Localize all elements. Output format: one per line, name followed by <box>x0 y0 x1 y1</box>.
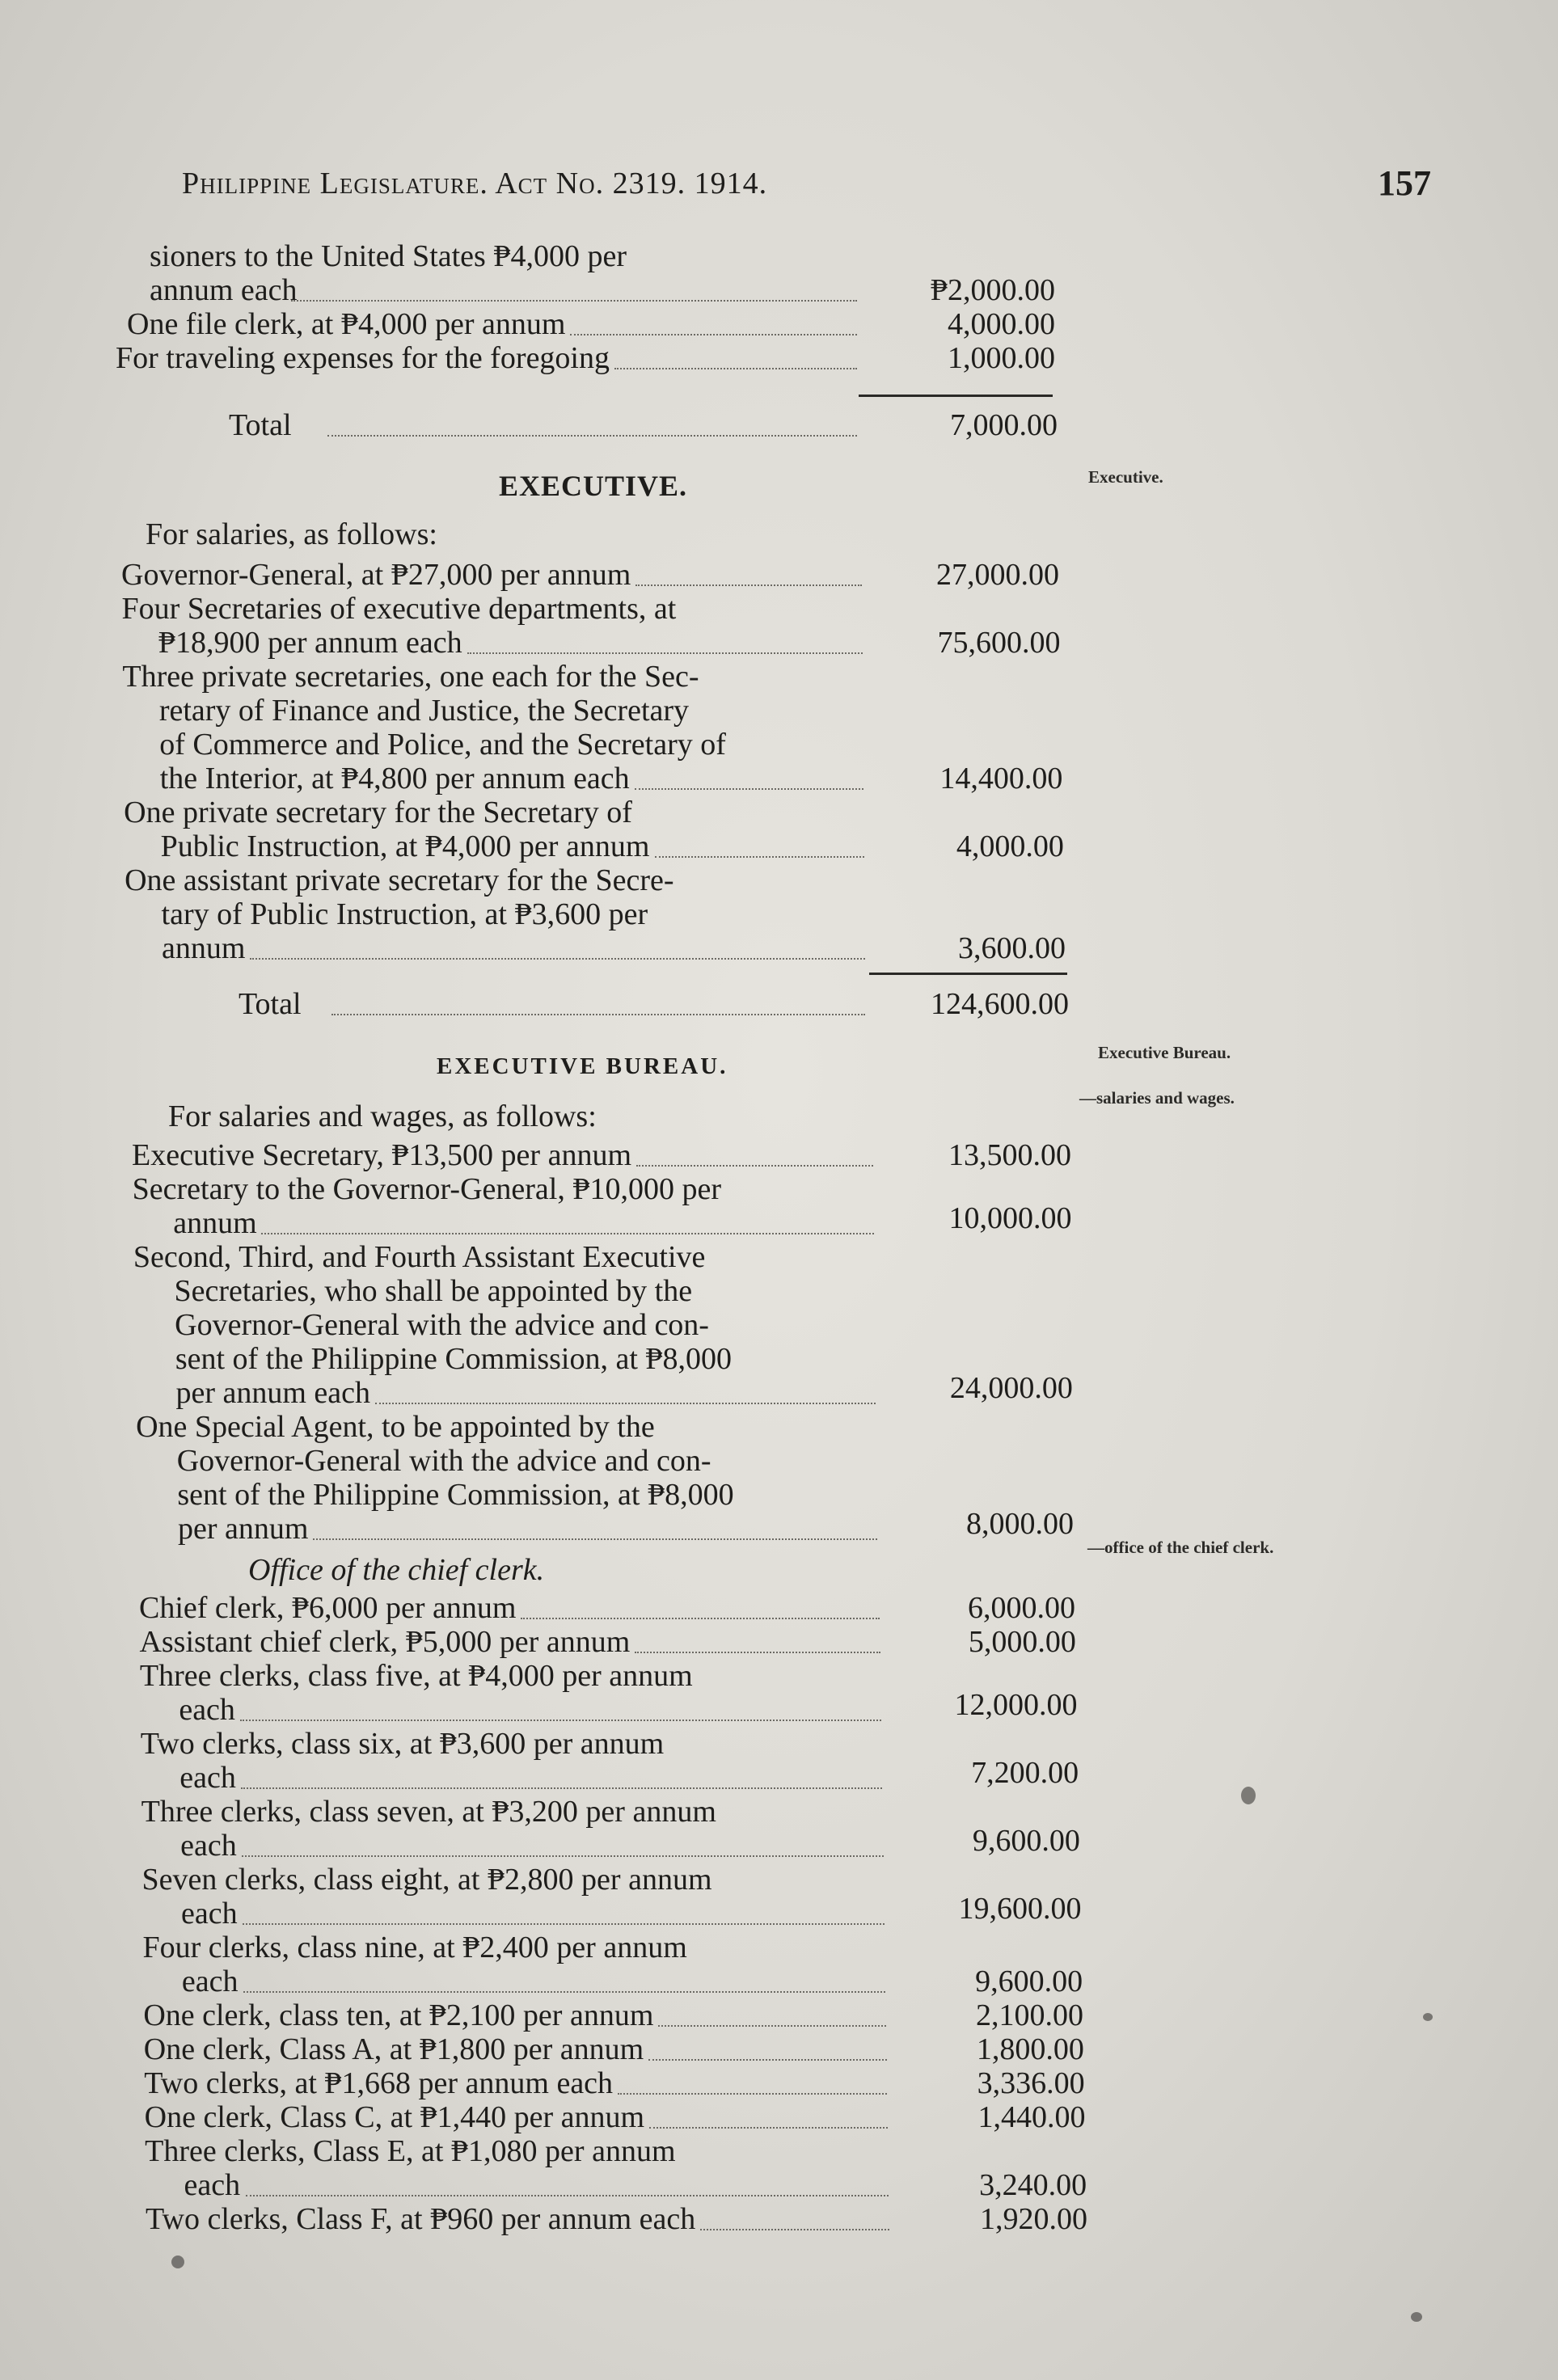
line-text: tary of Public Instruction, at ₱3,600 per <box>161 897 648 931</box>
dot-leader <box>243 1991 885 1993</box>
line-text: Chief clerk, ₱6,000 per annum <box>139 1591 517 1625</box>
line-amount: 1,440.00 <box>977 2100 1086 2134</box>
dot-leader <box>243 1923 885 1925</box>
line-text: the Interior, at ₱4,800 per annum each <box>159 762 630 795</box>
dot-leader <box>261 1233 874 1234</box>
line-amount: 10,000.00 <box>948 1201 1072 1235</box>
line-text: Three clerks, Class E, at ₱1,080 per annum <box>145 2134 676 2168</box>
line-amount: 1,800.00 <box>976 2032 1084 2066</box>
line-text: For traveling expenses for the foregoing <box>116 341 610 375</box>
dot-leader <box>658 2025 886 2027</box>
page-number: 157 <box>1378 163 1431 203</box>
intro-text: For salaries, as follows: <box>146 517 437 551</box>
line-text: Three private secretaries, one each for the Sec- <box>122 660 699 694</box>
line-amount: 4,000.00 <box>948 307 1055 341</box>
line-amount: 6,000.00 <box>968 1591 1075 1625</box>
line-text: One file clerk, at ₱4,000 per annum <box>127 307 566 341</box>
line-amount: 3,240.00 <box>979 2168 1087 2202</box>
line-text: Governor-General with the advice and con- <box>175 1308 709 1342</box>
line-text: Four Secretaries of executive departments, at <box>121 592 677 626</box>
line-text: each <box>180 1829 237 1863</box>
running-head: Philippine Legislature. Act No. 2319. 1914. <box>182 167 768 200</box>
line-text: ₱18,900 per annum each <box>158 626 462 660</box>
line-amount: 27,000.00 <box>936 558 1059 592</box>
line-text: One clerk, Class A, at ₱1,800 per annum <box>143 2032 644 2066</box>
line-text: Governor-General, at ₱27,000 per annum <box>121 558 631 592</box>
line-text: per annum <box>178 1512 309 1546</box>
line-amount: 14,400.00 <box>939 762 1063 795</box>
line-text: annum <box>162 931 246 965</box>
line-text: Assistant chief clerk, ₱5,000 per annum <box>139 1625 631 1659</box>
line-text: Seven clerks, class eight, at ₱2,800 per annum <box>141 1863 712 1897</box>
line-text: each <box>184 2168 241 2202</box>
line-text: Governor-General with the advice and con- <box>176 1444 711 1478</box>
line-amount: 1,920.00 <box>980 2202 1087 2236</box>
line-text: annum each <box>150 273 298 307</box>
dot-leader <box>618 2093 887 2095</box>
total-amount: 124,600.00 <box>931 987 1069 1021</box>
page-header <box>182 163 1431 214</box>
line-amount: 1,000.00 <box>948 341 1055 375</box>
line-text: Two clerks, at ₱1,668 per annum each <box>144 2066 614 2100</box>
margin-note-executive: Executive. <box>1088 467 1163 487</box>
line-amount: 3,600.00 <box>958 931 1066 965</box>
line-amount: 19,600.00 <box>958 1892 1082 1926</box>
dot-leader <box>240 1720 881 1721</box>
line-amount: 9,600.00 <box>972 1824 1080 1858</box>
margin-note-executive-bureau: Executive Bureau. <box>1098 1043 1231 1062</box>
dot-leader <box>570 334 857 335</box>
total-rule-1 <box>859 395 1053 397</box>
line-text: Four clerks, class nine, at ₱2,400 per annum <box>142 1931 687 1964</box>
line-text: Secretary to the Governor-General, ₱10,000 per <box>132 1172 721 1206</box>
line-text: One assistant private secretary for the Secre- <box>125 863 674 897</box>
line-amount: 75,600.00 <box>937 626 1061 660</box>
dot-leader <box>375 1403 876 1404</box>
line-amount: 3,336.00 <box>977 2066 1085 2100</box>
line-text: sent of the Philippine Commission, at ₱8,000 <box>177 1478 734 1512</box>
line-text: Three clerks, class five, at ₱4,000 per annum <box>139 1659 693 1693</box>
line-text: sioners to the United States ₱4,000 per <box>150 239 627 273</box>
line-amount: 24,000.00 <box>949 1371 1073 1405</box>
dot-leader <box>521 1618 880 1619</box>
line-text: sent of the Philippine Commission, at ₱8,000 <box>175 1342 733 1376</box>
line-text: One private secretary for the Secretary of <box>124 795 632 829</box>
line-text: each <box>179 1693 235 1727</box>
line-text: annum <box>173 1206 257 1240</box>
line-amount: ₱2,000.00 <box>930 273 1055 307</box>
line-amount: 2,100.00 <box>976 1998 1083 2032</box>
total-label: Total <box>229 408 292 442</box>
line-text: per annum each <box>175 1376 370 1410</box>
line-text: Secretaries, who shall be appointed by the <box>174 1274 693 1308</box>
line-text: retary of Finance and Justice, the Secretary <box>158 694 690 728</box>
line-text: each <box>179 1761 236 1795</box>
dot-leader <box>241 1787 882 1789</box>
line-text: Three clerks, class seven, at ₱3,200 per annum <box>141 1795 716 1829</box>
scan-speck <box>1411 2312 1422 2322</box>
margin-note-office-of-chief-clerk: —office of the chief clerk. <box>1087 1538 1274 1557</box>
dot-leader <box>614 368 857 369</box>
line-amount: 5,000.00 <box>968 1625 1076 1659</box>
dot-leader <box>635 788 863 790</box>
scan-speck <box>171 2256 184 2268</box>
dot-leader <box>655 856 864 858</box>
scan-speck <box>1423 2013 1433 2021</box>
dot-leader <box>636 1165 873 1167</box>
total-amount: 7,000.00 <box>950 408 1058 442</box>
dot-leader <box>250 958 865 960</box>
dot-leader <box>327 435 857 437</box>
dot-leader <box>246 2195 889 2196</box>
line-text: Two clerks, Class F, at ₱960 per annum each <box>146 2202 696 2236</box>
dot-leader <box>467 652 863 654</box>
section-heading-executive-bureau: EXECUTIVE BUREAU. <box>437 1053 728 1079</box>
line-text: Second, Third, and Fourth Assistant Executive <box>133 1240 706 1274</box>
dot-leader <box>242 1855 884 1857</box>
line-text: One clerk, Class C, at ₱1,440 per annum <box>144 2100 645 2134</box>
line-amount: 9,600.00 <box>975 1964 1083 1998</box>
line-text: One Special Agent, to be appointed by the <box>136 1410 655 1444</box>
dot-leader <box>635 584 862 586</box>
intro-text: For salaries and wages, as follows: <box>168 1099 597 1133</box>
line-text: each <box>181 1897 238 1931</box>
total-label: Total <box>239 987 302 1021</box>
line-text: Public Instruction, at ₱4,000 per annum <box>160 829 650 863</box>
line-text: Two clerks, class six, at ₱3,600 per annum <box>140 1727 665 1761</box>
dot-leader <box>649 2127 888 2129</box>
dot-leader <box>635 1652 880 1653</box>
dot-leader <box>700 2229 889 2230</box>
subheading-office-of-chief-clerk: Office of the chief clerk. <box>248 1553 545 1587</box>
line-amount: 8,000.00 <box>966 1507 1074 1541</box>
dot-leader <box>648 2059 887 2061</box>
line-amount: 7,200.00 <box>971 1756 1079 1790</box>
line-amount: 13,500.00 <box>948 1138 1071 1172</box>
scan-speck <box>1241 1787 1256 1804</box>
margin-note-salaries-and-wages: —salaries and wages. <box>1079 1088 1235 1108</box>
line-text: Executive Secretary, ₱13,500 per annum <box>132 1138 632 1172</box>
line-text: of Commerce and Police, and the Secretary of <box>159 728 726 762</box>
line-amount: 12,000.00 <box>954 1688 1078 1722</box>
total-rule-2 <box>869 973 1067 975</box>
dot-leader <box>331 1014 865 1015</box>
line-amount: 4,000.00 <box>956 829 1064 863</box>
dot-leader <box>313 1538 877 1540</box>
line-text: each <box>181 1964 239 1998</box>
line-text: One clerk, class ten, at ₱2,100 per annum <box>143 1998 654 2032</box>
section-heading-executive: EXECUTIVE. <box>499 470 688 502</box>
dot-leader <box>291 300 857 302</box>
